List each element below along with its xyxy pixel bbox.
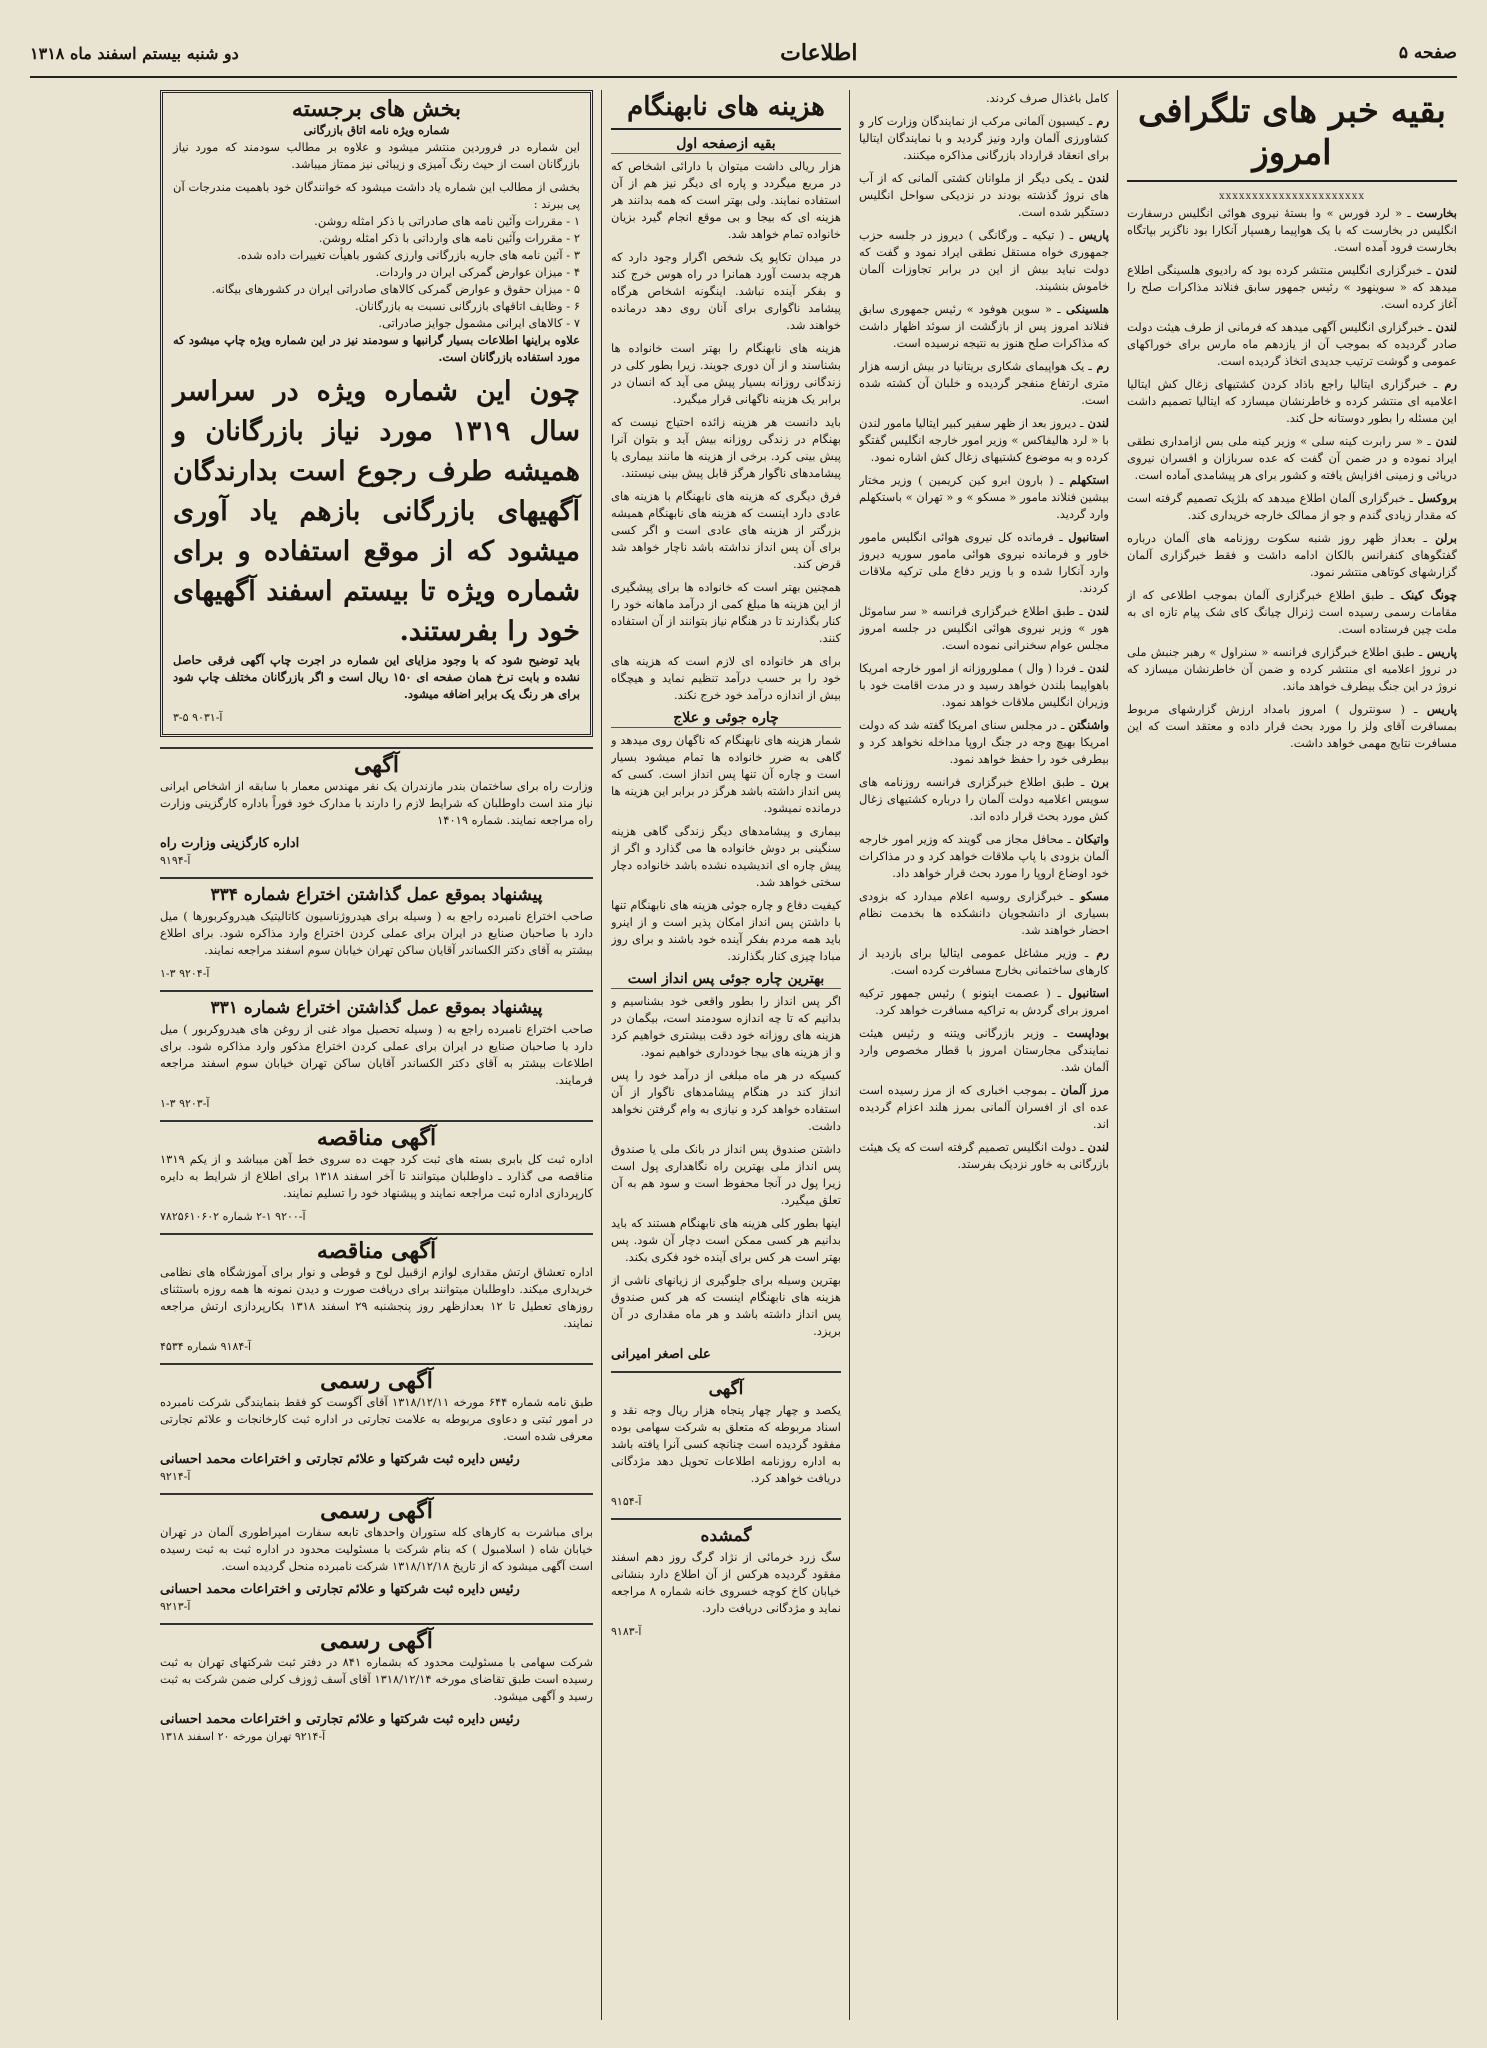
news-dateline: مرز آلمان [1055,1083,1109,1097]
news-item [1127,262,1457,313]
box-list-item: ۴ - میزان عوارض گمرکی ایران در واردات. [375,265,580,279]
news-text: ـ طبق اطلاع خبرگزاری فرانسه روزنامه های سویس اعلامیه دولت آلمان را درباره کشتیهای زغال کش مورد بحث قرار داده اند. [859,775,1109,823]
advertisement [160,1493,593,1615]
news-dateline: استانبول [1062,530,1109,544]
news-dateline: مسکو [1073,889,1109,903]
ad-title: آگهی رسمی [320,1368,433,1394]
notice [611,1371,841,1510]
news-item [1127,644,1457,695]
news-text: ـ بعداز ظهر روز شنبه سکوت روزنامه های آلمان درباره گفتگوهای کنفرانس بالکان ادامه داشت و فقط خبرگزاری آلمان گزارشهای کوتاهی منتشر نمود. [1127,531,1457,579]
headline-telegraph: بقیه خبر های تلگرافی امروز [1127,90,1457,182]
article-section-body [611,732,841,1510]
news-item [859,945,1109,979]
news-text: ـ « لرد فورس » وا بستهٔ نیروی هوائی انگلیس درسفارت انگلیس در بخارست که با یک هواپیما رهسپار آنکارا بود ناگزیر بپاتگاه بخارست فرود آمده است. [1127,206,1457,254]
news-dateline: برلن [1426,531,1457,545]
news-item [1127,701,1457,752]
article-paragraph: باید دانست هر هزینه زائده احتیاج نیست که بهنگام در زندگی روزانه بیش آید و بتوان آنرا پیش بینی کرد. برخی از هزینه ها مانند بیماری یا پیشامدهای ناگوار هرگز قابل پیش بینی نیستند. [611,415,841,480]
news-text: ـ فرمانده کل نیروی هوائی انگلیس مامور خاور و فرمانده نیروی هوائی مامور سوریه دیروز وارد آنکارا شده و با وزیر دفاع ملی ترکیه ملاقات کردند. [859,530,1109,595]
news-item [859,603,1109,654]
news-dateline: بروکسل [1413,491,1457,505]
ad-title: آگهی [353,752,400,778]
lost-title: گمشده [700,1526,752,1546]
masthead [30,30,1457,78]
news-text: ـ طبق اطلاع خبرگزاری فرانسه « سر ساموئل هور » وزیر نیروی هوائی انگلیس در جلسه امروز مجلس عوام سخنرانی نموده است. [859,604,1109,652]
news-text: ـ « سر رابرت کینه سلی » وزیر کینه ملی بس ازامداری نطقی ایراد نموده و در ضمن آن گفت که عده سربازان و افسران نیروی دریائی و زمینی افزایش یافته و کشور برای هر پیشامدی آماده است. [1127,434,1457,482]
news-dateline: لندن [1430,263,1457,277]
news-text: ـ خبرگزاری انگلیس منتشر کرده بود که رادیوی هلسینگی اطلاع میدهد که « سوینهود » رئیس جمهور سابق فنلاند مذاکرات صلح را آغاز کرده است. [1127,263,1457,311]
lost-ref: آ-۹۱۸۳ [611,1625,642,1638]
news-dateline: رم [1088,946,1109,960]
news-text: ـ بموجب اخباری که از مرز رسیده است عده ای از افسران آلمانی بمرز هلند اعزام گردیده اند. [859,1083,1109,1131]
news-dateline: لندن [1082,604,1109,618]
ad-ref: آ-۹۲۱۴ [160,1470,191,1483]
news-dateline: پاریس [1417,702,1457,716]
news-dateline: لندن [1083,661,1109,675]
news-dateline: واتیکان [1070,832,1109,846]
ad-ref: آ-۹۲۰۳ ۳-۱ [160,1097,210,1110]
news-dateline: لندن [1430,434,1457,448]
news-dateline: استانبول [1061,986,1109,1000]
article-paragraph: اینها بطور کلی هزینه های نابهنگام هستند که باید بدانیم هر کسی ممکن است دچار آن شود. پس بهتر است هر کس برای آینده خود فکری بکند. [611,1216,841,1264]
ad-signature: رئیس دایره ثبت شرکتها و علائم تجارتی و اختراعات محمد احسانی [160,1712,520,1727]
news-text: ـ در مجلس سنای امریکا گفته شد که دولت امریکا بهیچ وجه در جنگ اروپا مداخله نخواهد کرد و بیطرفی خود را حفظ خواهد نمود. [859,718,1109,766]
article-paragraph: هزینه های نابهنگام را بهتر است خانواده ها بشناسند و از آن دوری جویند. زیرا بطور کلی در زندگانی روزانه بسیار پیش می آید که انسان در برابر یک هزینه ناگهانی قرار میگیرد. [611,341,841,406]
news-text: ـ خبرگزاری ایتالیا راجع باذاد کردن کشتیهای زغال کش ایتالیا اعلامیه ای منتشر کرده و خاطرنشان میسازد که ایتالیا تصمیم داشت این مسئله را بطور دوستانه حل کند. [1127,377,1457,425]
news-dateline: پاریس [1073,228,1109,242]
ad-ref: آ-۹۲۰۰ ۱-۲ شماره ۷۸۲۵۶۱۰۶۰۲ [160,1210,306,1223]
news-text: ـ خبرگزاری روسیه اعلام میدارد که بزودی بسیاری از دانشجویان دانشکده ها بخدمت نظام احضار خواهند شد. [859,889,1109,937]
news-text: ـ دیروز بعد از ظهر سفیر کبیر ایتالیا مامور لندن با « لرد هالیفاکس » وزیر امور خارجه انگلیس گفتگو کرده و به موضوع کشتیهای زغال کش اشاره نمود. [859,416,1109,464]
news-item [1127,376,1457,427]
news-dateline: برن [1084,775,1109,789]
news-item [859,472,1109,523]
notice-text: یکصد و چهار چهار پنجاه هزار ریال وجه نقد و اسناد مربوطه که متعلق به شرکت سهامی بوده مفقود گردیده است چنانچه کسی آنرا یافته باشد به اداره روزنامه اطلاعات تحویل دهد مژدگانی دریافت خواهد کرد. [611,1403,841,1485]
news-text: ـ طبق اطلاع خبرگزاری آلمان بموجب اطلاعی که از مقامات رسمی رسیده است ژنرال چیانگ کای شک پیام تازه ای به ملت چین فرستاده است. [1127,588,1457,636]
news-dateline: رم [1092,114,1109,128]
article-paragraph: فرق دیگری که هزینه های نابهنگام با هزینه های عادی دارد اینست که هزینه های نابهنگام همیشه بزرگتر از هزینه های عادی است و اگر کسی برای آن پس انداز نداشته باشد ناچار خواهد شد قرض کند. [611,489,841,571]
advertisement [160,877,593,982]
advertisement [160,1233,593,1355]
column-divider [1117,90,1118,2020]
top-note: کامل باغذال صرف کردند. [986,91,1109,105]
news-text: ـ طبق اطلاع خبرگزاری فرانسه « سنراول » رهبر جنبش ملی در نروژ اعلامیه ای منتشر کرده و ضمن آن خاطرنشان میسازد که نروژ در این جنگ بیطرف خواهد ماند. [1127,645,1457,693]
news-dateline: لندن [1083,416,1109,430]
article-paragraph: کسیکه در هر ماه مبلغی از درآمد خود را پس انداز کند در هنگام پیشامدهای ناگوار از آن استفاده خواهد کرد و نیازی به وام گرفتن نخواهد داشت. [611,1068,841,1133]
news-item [859,529,1109,597]
box-list-item: ۷ - کالاهای ایرانی مشمول جوایز صادراتی. [378,316,580,330]
news-dateline: واشنگتن [1064,718,1109,732]
news-dateline: هلسینکی [1060,302,1109,316]
news-item [859,358,1109,409]
ad-title: آگهی رسمی [320,1628,433,1654]
column-ads [160,90,593,2020]
ad-ref: آ-۹۲۱۴ تهران مورخه ۲۰ اسفند ۱۳۱۸ [160,1730,326,1743]
box-title: بخش های برجسته [291,96,462,122]
article-headline: هزینه های نابهنگام [611,90,841,130]
column-article [611,90,841,2020]
box-intro: این شماره در فروردین منتشر میشود و علاوه بر مطالب سودمند که مورد نیاز بازرگانان است از حیث رنگ آمیزی و زیبائی نیز ممتاز میباشد. [173,140,580,171]
news-text: ـ وزیر بازرگانی ویتنه و رئیس هیئت نمایندگی مجارستان امروز با قطار مخصوص وارد آلمان شد. [859,1026,1109,1074]
ads-list [160,747,593,1745]
advertisement [160,990,593,1112]
news-dateline: رم [1091,359,1109,373]
ad-ref: آ-۹۱۸۴ شماره ۴۵۳۴ [160,1340,252,1353]
news-list [859,113,1109,1173]
news-item [859,985,1109,1019]
news-item [1127,433,1457,484]
news-item [1127,319,1457,370]
news-item [859,301,1109,352]
article-paragraph: همچنین بهتر است که خانواده ها برای پیشگیری از این هزینه ها مبلغ کمی از درآمد ماهانه خود را کنار بگذارند تا در هنگام نیاز بتوانند از آن استفاده کنند. [611,580,841,645]
news-item [859,113,1109,164]
article-body [611,158,841,704]
news-dateline: رم [1437,377,1457,391]
news-dateline: لندن [1083,1140,1109,1154]
box-promo: چون این شماره ویژه در سراسر سال ۱۳۱۹ مورد نیاز بازرگانان و همیشه طرف رجوع است بدارندگان آگهیهای بازرگانی بازهم یاد آوری میشود که از موقع استفاده و برای شماره ویژه تا بیستم اسفند آگهیهای خود را بفرستند. [173,376,580,647]
news-dateline: بوداپست [1057,1026,1109,1040]
ad-text: اداره تعشاق ارتش مقداری لوازم ازقبیل لوح و قوطی و نوار برای آموزشگاه های نظامی خریداری میکند. داوطلبان میتوانند برای دریافت صورت و دیدن نمونه ها همه روزه باستثنای روزهای تعطیل تا ۱۲ بعدازظهر روز پنجشنبه ۲۹ اسفند ۱۳۱۸ بکارپردازی ارتش مراجعه نمایند. [160,1265,593,1330]
box-footer: باید توضیح شود که با وجود مزایای این شماره در اجرت چاپ آگهی فرقی حاصل نشده و بابت نرخ همان صفحه ای ۱۵۰ ریال است و اگر بازرگانان مختلف چاپ شود برای هر رنگ یک برابر اضافه میشود. [173,653,581,701]
news-dateline: بخارست [1410,206,1457,220]
article-paragraph: شمار هزینه های نابهنگام که ناگهان روی میدهد و گاهی به ضرر خانواده ها تمام میشود بسیار است و چاره آن تنها پس انداز است. کسی که پس انداز داشته باشد هرگز در برابر این هزینه ها درمانده نمیشود. [611,733,841,815]
ad-text: برای مباشرت به کارهای کله ستوران واحدهای تابعه سفارت امپراطوری آلمان در تهران خیابان شاه ( اسلامبول ) که بنام شرکت با مسئولیت محدود در اداره ثبت به ثبت رسیده است آگهی میشود که از تاریخ ۱۳۱۸/۱۲/۱۸ شرکت نامبرده منحل گردیده است. [160,1525,593,1573]
ad-title: پیشنهاد بموقع عمل گذاشتن اختراع شماره ۳۳۱ [210,998,543,1018]
box-subtitle: شماره ویژه نامه اتاق بازرگانی [303,123,450,137]
news-item [859,170,1109,221]
box-list [173,179,580,332]
news-item [1127,490,1457,524]
news-item [859,1139,1109,1173]
ad-title: آگهی رسمی [320,1498,433,1524]
box-ref: آ-۹۰۳۱ ۵-۳ [173,711,223,724]
news-text: ـ « سوین هوفود » رئیس جمهوری سابق فنلاند امروز پس از بازگشت از سوئد اظهار داشت که مذاکرات صلح هنوز به نتیجه نرسیده است. [859,302,1109,350]
ad-ref: آ-۹۲۰۴ ۳-۱ [160,967,210,980]
article-continued-label: بقیه ازصفحه اول [611,136,841,154]
news-item [859,888,1109,939]
ad-title: آگهی مناقصه [316,1125,437,1151]
news-item [859,1082,1109,1133]
article-paragraph: داشتن صندوق پس انداز در بانک ملی یا صندوق پس انداز ملی بهترین راه نگاهداری پول است زیرا پول در آنجا محفوظ است و سود هم به آن تعلق میگیرد. [611,1142,841,1207]
article-paragraph: کیفیت دفاع و چاره جوئی هزینه های نابهنگام تنها با داشتن پس انداز امکان پذیر است و از اینرو باید همه مردم بفکر آینده خود باشند و برای روز مبادا چیزی کنار بگذارند. [611,898,841,963]
news-dateline: لندن [1431,320,1457,334]
newspaper-page [30,30,1457,2020]
ad-text: اداره ثبت کل بابری بسته های ثبت کرد جهت ده سروی خط آهن میباشد و از یکم ۱۳۱۹ مناقصه می گذارد ـ داوطلبان میتوانند تا آخر اسفند ۱۳۱۸ برای اطلاع از شرایط به دایره کارپردازی اداره ثبت مراجعه نمایند و پیشنهاد خود را تسلیم نمایند. [160,1152,593,1200]
box-list-item: ۲ - مقررات وآئین نامه های وارداتی با ذکر امثله روشن. [318,231,580,245]
article-paragraph: هزار ریالی داشت میتوان با دارائی اشخاص که در مربع میگردد و پاره ای دیگر نیز هم از آن استفاده نمایند. ولی بهتر است که همه بدانند هر هزینه ای که بیجا و بی موقع انجام گیرد بزیان خانواده تمام خواهد شد. [611,159,841,241]
news-text: ـ یکی دیگر از ملوانان کشتی آلمانی که از آب های نروژ گذشته بودند در نزدیکی سواحل انگلیس دستگیر شده است. [859,171,1109,219]
news-item [859,717,1109,768]
box-list-item: ۶ - وظایف اتاقهای بازرگانی نسبت به بازرگانان. [355,299,580,313]
news-text: ـ یک هواپیمای شکاری بریتانیا در بیش ازسه هزار متری ارتفاع منفجر گردیده و خلبان آن کشته شده است. [859,359,1109,407]
page-number: صفحه ۵ [1398,43,1457,63]
advertisement [160,1363,593,1485]
box-list-item: ۳ - آئین نامه های جاریه بازرگانی وارزی کشور باهیأت تغییرات داده شده. [237,248,580,262]
news-text: ـ کیسیون آلمانی مرکب از نمایندگان وزارت کار و کشاورزی آلمان وارد ونیز گردید و با نمایندگان ایتالیا برای انعقاد قرارداد بازرگانی مذاکره میکنند. [859,114,1109,162]
ad-signature: رئیس دایره ثبت شرکتها و علائم تجارتی و اختراعات محمد احسانی [160,1452,520,1467]
ad-text: صاحب اختراع نامبرده راجع به ( وسیله تحصیل مواد غنی از روغن های هیدروکربور ) میل دارد با صاحبان صنایع در ایران برای عملی کردن اختراع مذکور وارد مذاکره شود. برای اطلاعات بیشتر به آقای دکتر الکساندر آقایان ساکن تهران خیابان سوم اسفند مراجعه فرمایند. [160,1022,593,1087]
news-item [859,774,1109,825]
news-item [859,227,1109,295]
news-item [859,1025,1109,1076]
news-text: ـ ( عصمت اینونو ) رئیس جمهور ترکیه امروز برای گردش به تراکیه مسافرت خواهد کرد. [859,986,1109,1017]
column-news-continued [859,90,1109,2020]
news-list [1127,205,1457,752]
article-author: علی اصغر امیرانی [611,1347,711,1362]
news-dateline: لندن [1082,171,1109,185]
news-item [1127,205,1457,256]
box-note: علاوه براینها اطلاعات بسیار گرانبها و سودمند نیز در این شماره ویژه چاپ میشود که مورد استفاده بازرگانان است. [173,333,580,364]
article-paragraph: اگر پس انداز را بطور واقعی خود بشناسیم و بدانیم که تا چه اندازه سودمند است، بیگمان در هزینه های روزانه خود دقت بیشتری خواهیم کرد و از هزینه های بیجا خودداری خواهیم نمود. [611,994,841,1059]
ad-title: آگهی مناقصه [316,1238,437,1264]
news-dateline: چونگ کینک [1393,588,1457,602]
news-text: ـ ( تیکیه ـ ورگانگی ) دیروز در جلسه حزب جمهوری خواه مستقل نطقی ایراد نمود و گفت که دولت نباید بیش از این در برابر تجاوزات آلمان خاموش بنشیند. [859,228,1109,293]
news-text: ـ خبرگزاری انگلیس آگهی میدهد که فرمانی از طرف هیئت دولت صادر گردیده که بموجب آن از یازدهم ماه مارس برای خوراکهای عمومی و گوشت ترتیب جدیدی اتخاذ گردیده است. [1127,320,1457,368]
separator: xxxxxxxxxxxxxxxxxxxxxx [1218,191,1366,202]
news-text: ـ خبرگزاری آلمان اطلاع میدهد که بلژیک تصمیم گرفته است که مقدار زیادی گندم و جو از ممالک خارجه خریداری کند. [1127,491,1457,522]
special-issue-box [160,90,593,737]
news-item [1127,587,1457,638]
box-list-item: بخشی از مطالب این شماره یاد داشت میشود که خوانندگان خود باهمیت مندرجات آن پی ببرند : [173,180,580,211]
advertisement [160,747,593,869]
news-text: ـ دولت انگلیس تصمیم گرفته است که یک هیئت بازرگانی به خاور نزدیک بفرستد. [859,1140,1109,1171]
news-text: ـ ( بارون ابرو کین کریمین ) وزیر مختار بیشین فنلاند مامور « مسکو » و « تهران » باستکهلم وارد گردید. [859,473,1109,521]
ad-ref: آ-۹۱۹۴ [160,854,191,867]
advertisement [160,1120,593,1225]
article-paragraph: بیماری و پیشامدهای دیگر زندگی گاهی هزینه سنگینی بر دوش خانواده ها می گذارد و اگر از پیش چاره ای اندیشیده نشده باشد خانواده دچار سختی خواهد شد. [611,824,841,889]
section-title: چاره جوئی و علاج [611,710,841,728]
advertisement [160,1623,593,1745]
news-item [859,660,1109,711]
news-item [859,831,1109,882]
ad-signature: رئیس دایره ثبت شرکتها و علائم تجارتی و اختراعات محمد احسانی [160,1582,520,1597]
news-text: ـ محافل مجاز می گویند که وزیر امور خارجه آلمان بزودی با پاپ ملاقات خواهد کرد و در مذاکرات خود اوضاع اروپا را مورد بحث قرار خواهد داد. [859,832,1109,880]
news-dateline: پاریس [1422,645,1457,659]
article-subhead: بهترین چاره جوئی پس انداز است [611,971,841,989]
news-text: ـ ( سونترول ) امروز بامداد ارزش گزارشهای مربوط بمسافرت آقای ولز را مورد بحث قرار داده و معتقد است که این مسافرت نتایج مهمی خواهد داشت. [1127,702,1457,750]
ad-title: پیشنهاد بموقع عمل گذاشتن اختراع شماره ۳۳۴ [210,885,543,905]
box-list-item: ۱ - مقررات وآئین نامه های صادراتی با ذکر امثله روشن. [314,214,580,228]
paper-name: اطلاعات [780,40,858,66]
news-item [1127,530,1457,581]
article-paragraph: بهترین وسیله برای جلوگیری از زیانهای ناشی از هزینه های نابهنگام اینست که هر کس صندوق پس انداز داشته باشد و هر ماه مقداری در آن بریزد. [611,1273,841,1338]
notice-title: آگهی [708,1379,744,1399]
lost-notice [611,1518,841,1640]
news-dateline: استکهلم [1063,473,1109,487]
article-paragraph: برای هر خانواده ای لازم است که هزینه های خود را بر حسب درآمد تنظیم نماید و هیچگاه بیش از اندازه درآمد خود خرج نکند. [611,654,841,702]
news-text: ـ فردا ( وال ) مملوروزانه از امور خارجه امریکا باهواپیما بلندن خواهد رسید و در مدت اقامت خود با وزیران انگلیس ملاقات خواهد نمود. [859,661,1109,709]
ad-text: وزارت راه برای ساختمان بندر مازندران یک نفر مهندس معمار با سابقه از اشخاص ایرانی نیاز مند است داوطلبان که شرایط لازم را دارند با مدارک خود فوراً باداره کارگزینی وزارت راه مراجعه نمایند. شماره ۱۴۰۱۹ [160,779,593,827]
lost-text: سگ زرد خرمائی از نژاد گرگ روز دهم اسفند مفقود گردیده هرکس از آن اطلاع دارد بنشانی خیابان کاخ کوچه خسروی خانه شماره ۸ مراجعه نماید و مژدگانی دریافت دارد. [611,1550,841,1615]
column-telegraph-news [1127,90,1457,2020]
column-divider [849,90,850,2020]
ad-text: صاحب اختراع نامبرده راجع به ( وسیله برای هیدروژناسیون کاتالیتیک هیدروکربورها ) میل دارد با صاحبان صنایع در ایران برای عملی کردن اختراع وارد مذاکره شود. برای اطلاع بیشتر به آقای دکتر الکساندر آقایان ساکن تهران خیابان سوم اسفند مراجعه نمایند. [160,909,593,957]
box-list-item: ۵ - میزان حقوق و عوارض گمرکی کالاهای صادراتی ایران در کشورهای بیگانه. [211,282,580,296]
issue-date: دو شنبه بیستم اسفند ماه ۱۳۱۸ [30,43,239,63]
column-divider [601,90,602,2020]
ad-text: طبق نامه شماره ۶۴۴ مورخه ۱۳۱۸/۱۲/۱۱ آقای آگوست کو فقط بنمایندگی شرکت نامبرده در امور ثبتی و دعاوی مربوطه به علامت تجارتی در اداره ثبت کارخانجات و علائم تجارتی معرفی شده است. [160,1395,593,1443]
news-item [859,415,1109,466]
news-text: ـ وزیر مشاغل عمومی ایتالیا برای بازدید از کارهای ساختمانی بخارج مسافرت کرده است. [859,946,1109,977]
ad-text: شرکت سهامی با مسئولیت محدود که بشماره ۸۴۱ در دفتر ثبت شرکتهای تهران به ثبت رسیده است طبق تقاضای مورخه ۱۳۱۸/۱۲/۱۴ آقای آسف ژوزف کرلی ضمن شرکت به ثبت رسید و آگهی میشود. [160,1655,593,1703]
ad-ref: آ-۹۲۱۳ [160,1600,191,1613]
article-paragraph: در میدان تکاپو یک شخص اگرار وجود دارد که هرچه بدست آورد همانرا در راه هوس خرج کند و بفکر آینده نباشد. اینگونه اشخاص هرگاه پیشامد ناگواری برای آنان روی دهد درمانده خواهند شد. [611,250,841,332]
notice-ref: آ-۹۱۵۴ [611,1495,642,1508]
ad-signature: اداره کارگزینی وزارت راه [160,836,300,851]
